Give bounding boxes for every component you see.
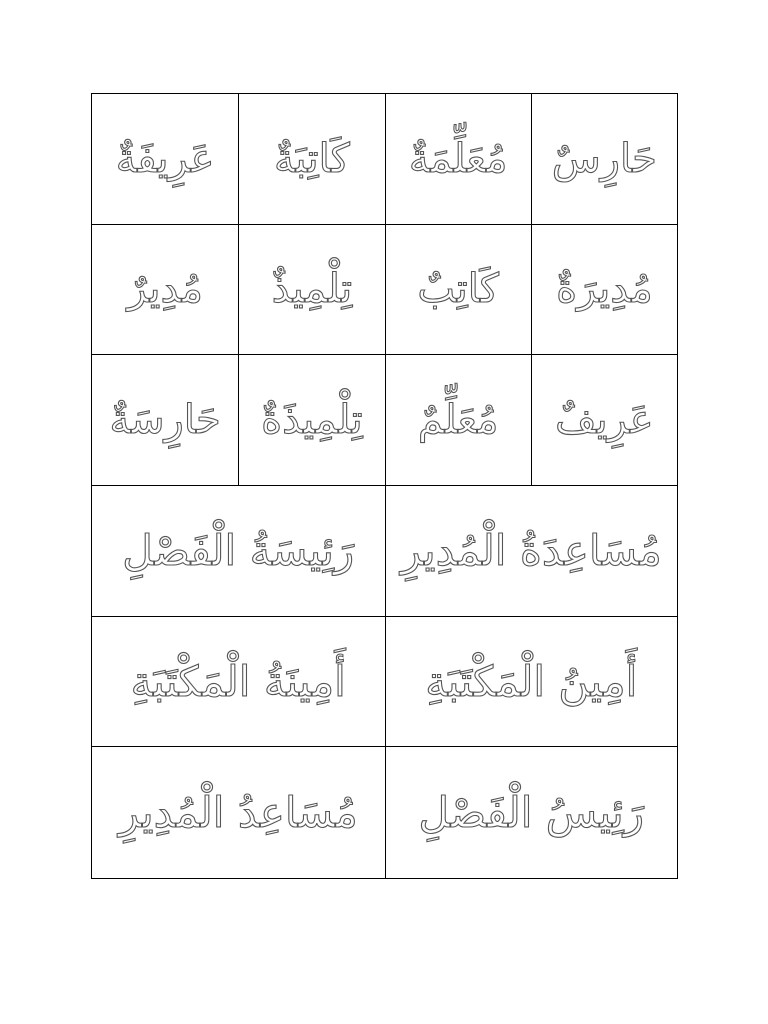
table-cell — [238, 94, 384, 224]
table-cell — [385, 355, 531, 485]
tracing-word: مُدِيرَةٌ — [556, 266, 653, 313]
tracing-word: تِلْمِيذٌ — [271, 266, 353, 313]
table-cell — [531, 355, 677, 485]
tracing-phrase: رَئِيسَةُ الْفَصْلِ — [122, 526, 355, 576]
table-cell — [92, 747, 385, 878]
table-cell — [92, 94, 238, 224]
table-row — [92, 225, 677, 356]
table-cell — [385, 747, 678, 878]
tracing-word: مُدِيرٌ — [127, 266, 203, 313]
table-row — [92, 617, 677, 748]
table-cell — [92, 355, 238, 485]
table-cell — [385, 225, 531, 355]
table-cell — [92, 486, 385, 616]
tracing-phrase: رَئِيسُ الْفَصْلِ — [418, 788, 644, 838]
table-cell — [238, 355, 384, 485]
table-row — [92, 94, 677, 225]
table-row — [92, 355, 677, 486]
table-cell — [92, 225, 238, 355]
tracing-word: كَاتِبَةٌ — [273, 135, 350, 182]
table-row — [92, 747, 677, 878]
tracing-phrase: أَمِينُ الْمَكْتَبَةِ — [425, 656, 638, 706]
tracing-word: كَاتِبٌ — [417, 266, 499, 313]
tracing-word: مُعَلِّمَةٌ — [408, 135, 508, 182]
tracing-word: عَرِيفٌ — [555, 397, 654, 444]
tracing-phrase: مُسَاعِدُ الْمُدِيرِ — [118, 788, 358, 838]
tracing-phrase: أَمِينَةُ الْمَكْتَبَةِ — [130, 656, 346, 706]
tracing-word: تِلْمِيذَةٌ — [261, 397, 363, 444]
tracing-word: حَارِسَةٌ — [109, 397, 221, 444]
table-row — [92, 486, 677, 617]
table-cell — [238, 225, 384, 355]
tracing-worksheet-table — [91, 93, 678, 879]
tracing-word: مُعَلِّمٌ — [417, 397, 499, 444]
table-cell — [385, 617, 678, 747]
table-cell — [92, 617, 385, 747]
tracing-phrase: مُسَاعِدَةُ الْمُدِيرِ — [400, 526, 662, 576]
table-cell — [531, 225, 677, 355]
tracing-word: عَرِيفَةٌ — [115, 135, 215, 182]
tracing-word: حَارِسٌ — [551, 135, 657, 182]
table-cell — [531, 94, 677, 224]
table-cell — [385, 486, 678, 616]
table-cell — [385, 94, 531, 224]
